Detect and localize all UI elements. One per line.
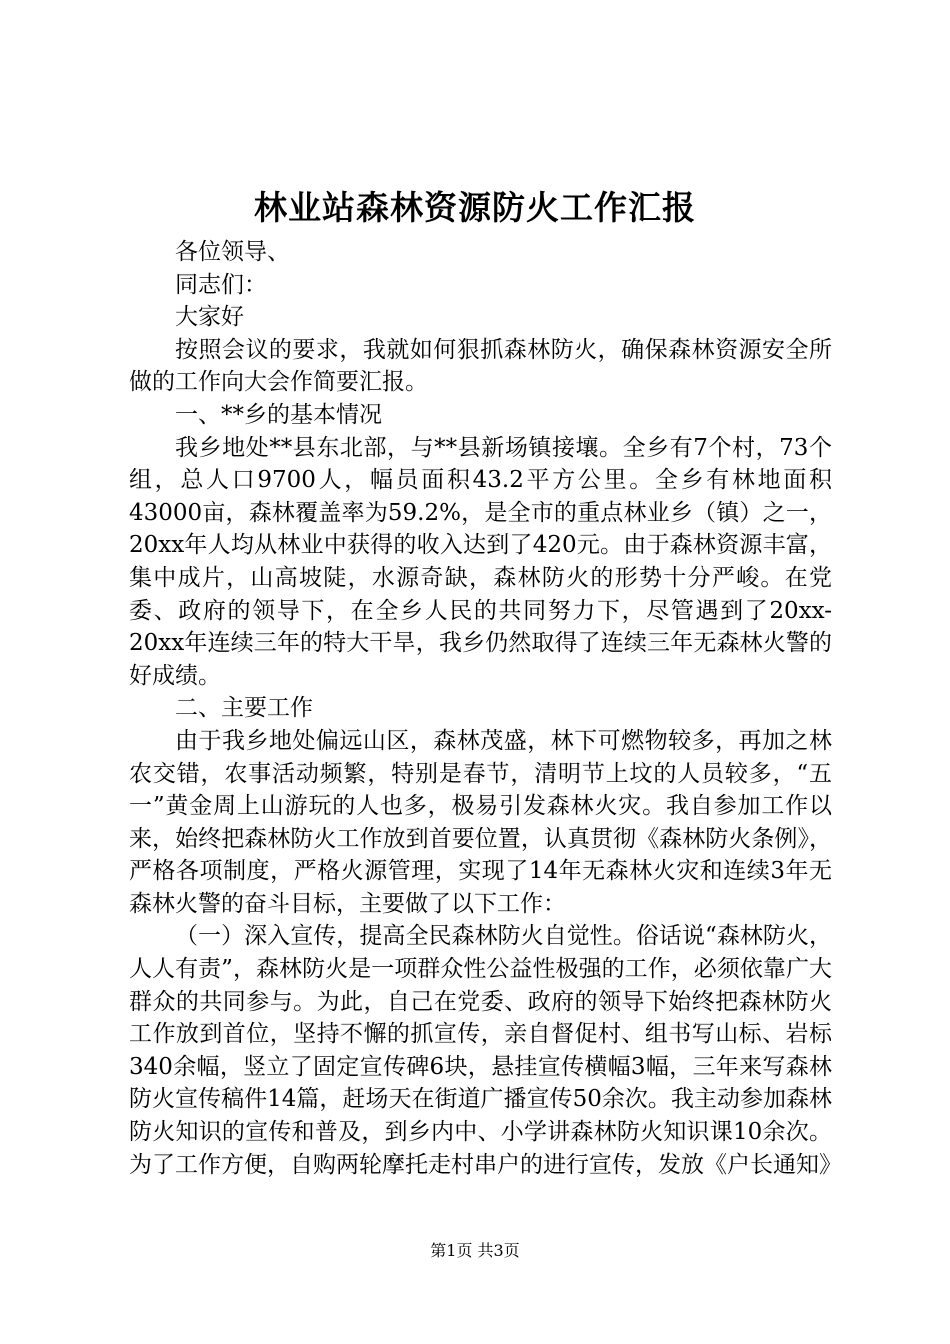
section-heading-2: 二、主要工作 — [175, 695, 313, 722]
section-heading-1: 一、**乡的基本情况 — [175, 401, 382, 428]
main-work-paragraph: 由于我乡地处偏远山区，森林茂盛，林下可燃物较多，再加之林农交错，农事活动频繁，特别是春节，清明节上坟的人员较多，“五一”黄金周上山游玩的人也多，极易引发森林火灾。我自参加工作以来，始终把森林防火工作放到首要位置，认真贯彻《森林防火条例》，严格各项制度，严格火源管理，实现了14年无森林火灾和连续3年无森林火警的奋斗目标，主要做了以下工作： — [129, 727, 832, 917]
salutation-comrades: 同志们： — [175, 271, 267, 298]
basic-situation-paragraph: 我乡地处**县东北部，与**县新场镇接壤。全乡有7个村，73个组，总人口9700人，幅员面积43.2平方公里。全乡有林地面积43000亩，森林覆盖率为59.2%，是全市的重点林业乡（镇）之一，20xx年人均从林业中获得的收入达到了420元。由于森林资源丰富，集中成片，山高坡陡，水源奇缺，森林防火的形势十分严峻。在党委、政府的领导下，在全乡人民的共同努力下，尽管遇到了20xx-20xx年连续三年的特大干旱，我乡仍然取得了连续三年无森林火警的好成绩。 — [129, 434, 832, 689]
document-body — [129, 236, 842, 1181]
publicity-paragraph: （一）深入宣传，提高全民森林防火自觉性。俗话说“森林防火，人人有责”，森林防火是一项群众性公益性极强的工作，必须依靠广大群众的共同参与。为此，自己在党委、政府的领导下始终把森林防火工作放到首位，坚持不懈的抓宣传，亲自督促村、组书写山标、岩标340余幅，竖立了固定宣传碑6块，悬挂宣传横幅3幅，三年来写森林防火宣传稿件14篇，赶场天在街道广播宣传50余次。我主动参加森林防火知识的宣传和普及，到乡内中、小学讲森林防火知识课10余次。为了工作方便，自购两轮摩托走村串户的进行宣传，发放《户长通知》 — [129, 923, 842, 1178]
intro-paragraph: 按照会议的要求，我就如何狠抓森林防火，确保森林资源安全所做的工作向大会作简要汇报。 — [129, 336, 832, 396]
greeting: 大家好 — [175, 304, 244, 331]
salutation-leaders: 各位领导、 — [175, 239, 290, 265]
document-title: 林业站森林资源防火工作汇报 — [254, 188, 696, 227]
page-number-footer: 第1页 共3页 — [430, 1241, 520, 1260]
